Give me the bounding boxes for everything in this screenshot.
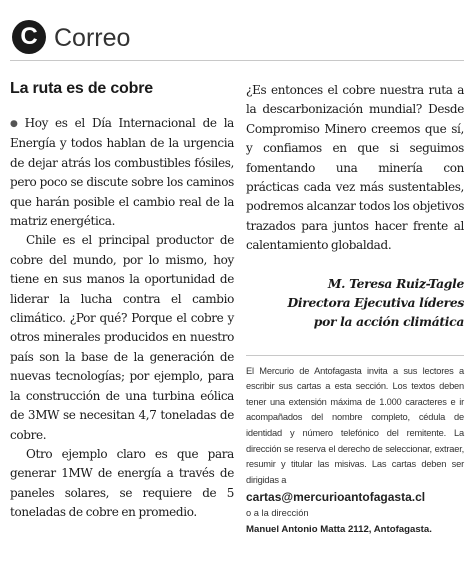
letter-paragraph-3: Otro ejemplo claro es que para generar 1MW de energía a través de paneles solares, se requiere de 5 toneladas de cobre en promedio. (10, 446, 234, 520)
letter-column-left (10, 78, 234, 523)
signature-role-line-2: por la acción climática (313, 313, 464, 329)
section-title: Correo (54, 24, 131, 52)
header-divider (10, 60, 464, 61)
letter-paragraph-4: ¿Es entonces el cobre nuestra ruta a la descarbonización mundial? Desde Compromiso Minero creemos que sí, y confiamos en que si seguimos fomentando una minería con prácticas cada vez más sustentables, podremos alcanzar todos los objetivos trazados para juntos hacer frente al calentamiento globaldad. (246, 83, 464, 253)
bullet-icon: ● (10, 119, 22, 129)
letter-paragraph-1 (10, 114, 234, 231)
letter-paragraph-1-text: Hoy es el Día Internacional de la Energía y todos hablan de la urgencia de dejar atrás los combustibles fósiles, pero poco se discute sobre los caminos que harán posible el cambio real de la matriz energética. (10, 116, 234, 229)
signature-role-line-1: Directora Ejecutiva líderes (287, 294, 464, 310)
section-header (10, 20, 464, 56)
letter-paragraph-2: Chile es el principal productor de cobre del mundo, por lo mismo, hoy tiene en sus manos la oportunidad de liderar la lucha contra el cambio climático. ¿Por qué? Porque el cobre y otros minerales producidos en nuestro país son la base de la generación de nuevas tecnologías; por ejemplo, para la construcción de una turbina eólica de 3MW se necesitan 4,7 toneladas de cobre. (10, 233, 234, 442)
notice-divider (246, 355, 464, 356)
submission-email-link[interactable]: cartas@mercurioantofagasta.cl (246, 490, 426, 505)
letter-column-right (246, 81, 464, 537)
submission-or-address: o a la dirección (246, 508, 309, 519)
submission-notice: El Mercurio de Antofagasta invita a sus lectores a escribir sus cartas a esta sección. Los textos deben tener una extensión máxima de 1.000 caracteres e ir acompañados del nombre completo, cédula de identidad y número telefónico del remitente. La dirección se reserva el derecho de seleccionar, extraer, resumir y titular las misivas. Las cartas deben ser dirigidas a (246, 365, 464, 485)
submission-address: Manuel Antonio Matta 2112, Antofagasta. (246, 524, 432, 536)
signature-name: M. Teresa Ruiz-Tagle (327, 275, 464, 291)
letter-title: La ruta es de cobre (10, 80, 153, 97)
signature-block (246, 274, 464, 331)
section-badge-icon: C (12, 20, 46, 54)
